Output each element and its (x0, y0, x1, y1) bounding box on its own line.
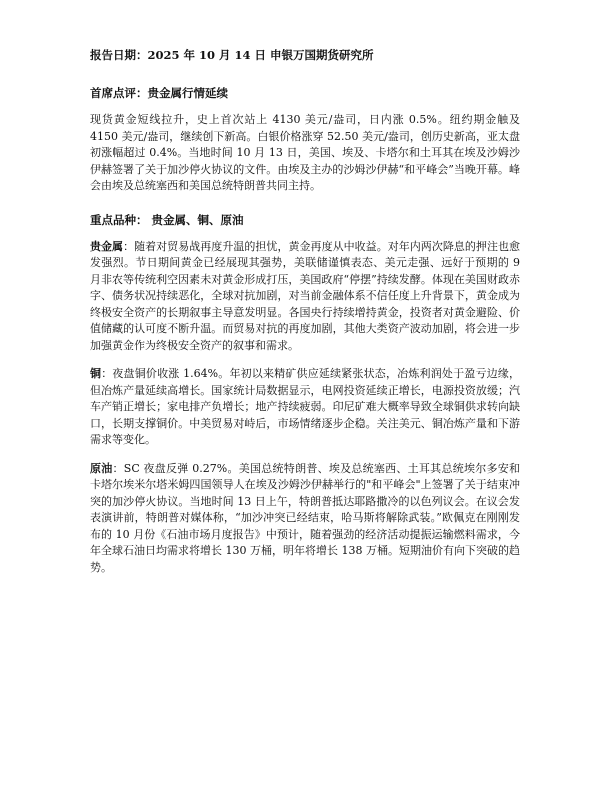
precious-metals-label: 贵金属 (90, 239, 124, 253)
copper-text: ：夜盘铜价收涨 1.64%。年初以来精矿供应延续紧张状态，冶炼利润处于盈亏边缘，但冶炼产量延续高增长。国家统计局数据显示，电网投资延续正增长，电源投资放缓；汽车产销正增长；家电排产负增长；地产持续疲弱。印尼矿难大概率导致全球铜供求转向缺口，长期支撑铜价。中美贸易对峙后，市场情绪逐步企稳。关注美元、铜冶炼产量和下游需求等变化。 (90, 367, 520, 446)
commentary-title: 首席点评：贵金属行情延续 (90, 86, 228, 100)
focus-title: 重点品种： 贵金属、铜、原油 (90, 212, 244, 227)
crude-oil-label: 原油 (90, 461, 113, 475)
precious-metals-text: ：随着对贸易战再度升温的担忧，黄金再度从中收益。对年内两次降息的押注也愈发强烈。节日期间黄金已经展现其强势，美联储谨慎表态、美元走强、远好于预期的 9 月非农等传统利空因素未对黄金形成打压，美国政府“停摆”持续发酵。体现在美国财政赤字、债务状况持续恶化，全球对抗加剧，对当前金融体系不信任度上升背景下，黄金成为终极安全资产的长期叙事主导意发明显。各国央行持续增持黄金，投资者对黄金避险、价值储藏的认可度不断升温。而贸易对抗的再度加剧，其他大类资产波动加剧，将会进一步加强黄金作为终极安全资产的叙事和需求。 (90, 239, 521, 352)
precious-metals-paragraph (90, 239, 520, 355)
commentary-body: 现货黄金短线拉升，史上首次站上 4130 美元/盎司，日内涨 0.5%。纽约期金触及 4150 美元/盎司，继续创下新高。白银价格涨穿 52.50 美元/盎司，创历史新高，亚太盘初涨幅超过 0.4%。当地时间 10 月 13 日，美国、埃及、卡塔尔和土耳其在埃及沙姆沙伊赫签署了关于加沙停火协议的文件。由埃及主办的沙姆沙伊赫“和平峰会”当晚开幕。峰会由埃及总统塞西和美国总统特朗普共同主持。 (90, 113, 520, 192)
copper-label: 铜 (90, 367, 102, 380)
report-date-line: 报告日期：2025 年 10 月 14 日 申银万国期货研究所 (90, 48, 374, 62)
crude-oil-paragraph (90, 461, 520, 577)
report-page (90, 46, 520, 576)
crude-oil-text: ：SC 夜盘反弹 0.27%。美国总统特朗普、埃及总统塞西、土耳其总统埃尔多安和卡塔尔埃米尔塔米姆四国领导人在埃及沙姆沙伊赫举行的"和平峰会"上签署了关于结束冲突的加沙停火协议。当地时间 13 日上午，特朗普抵达耶路撒冷的以色列议会。在议会发表演讲前，特朗普对媒体称，“加沙冲突已经结束，哈马斯将解除武装。”欧佩克在刚刚发布的 10 月份《石油市场月度报告》中预计，随着强劲的经济活动提振运输燃料需求，今年全球石油日均需求将增长 130 万桶，明年将增长 138 万桶。短期油价有向下突破的趋势。 (90, 461, 521, 574)
copper-paragraph (90, 366, 520, 449)
